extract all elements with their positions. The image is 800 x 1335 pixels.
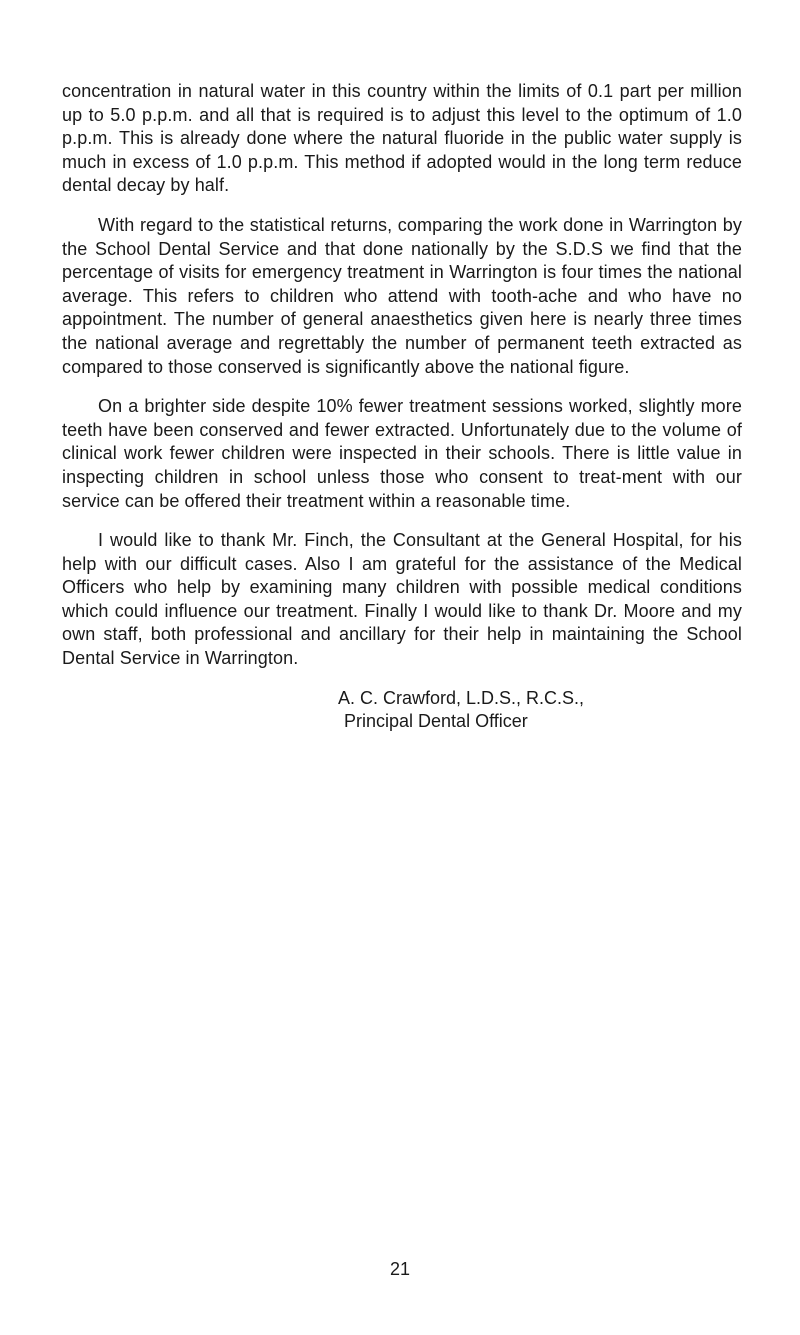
paragraph-fluoride: concentration in natural water in this country within the limits of 0.1 part per million up to 5.0 p.p.m. and all that is required is to adjust this level to the optimum of 1.0 p.p.m. This is already done where the natural fluoride in the public water supply is much in excess of 1.0 p.p.m. This method if adopted would in the long term reduce dental decay by half. bbox=[62, 81, 742, 196]
signature-block bbox=[338, 687, 742, 734]
paragraph-acknowledgements: I would like to thank Mr. Finch, the Consultant at the General Hospital, for his help with our difficult cases. Also I am grateful for the assistance of the Medical Officers who help by examining many children with possible medical conditions which could influence our treatment. Finally I would like to thank Dr. Moore and my own staff, both professional and ancillary for their help in maintaining the School Dental Service in Warrington. bbox=[62, 530, 742, 669]
page-number: 21 bbox=[389, 1259, 411, 1279]
signature-title: Principal Dental Officer bbox=[344, 711, 528, 732]
paragraph-statistical-returns: With regard to the statistical returns, comparing the work done in Warrington by the School Dental Service and that done nationally by the S.D.S we find that the percentage of visits for emergency treatment in Warrington is four times the national average. This refers to children who attend with tooth-ache and who have no appointment. The number of general anaesthetics given here is nearly three times the national average and regrettably the number of permanent teeth extracted as compared to those conserved is significantly above the national figure. bbox=[62, 214, 742, 377]
paragraph-brighter-side: On a brighter side despite 10% fewer treatment sessions worked, slightly more teeth have been conserved and fewer extracted. Unfortunately due to the volume of clinical work fewer children were inspected in their schools. There is little value in inspecting children in school unless those who consent to treat-ment with our service can be offered their treatment within a reasonable time. bbox=[62, 396, 742, 511]
signature-name: A. C. Crawford, L.D.S., R.C.S., bbox=[338, 687, 585, 708]
document-body bbox=[62, 80, 742, 734]
